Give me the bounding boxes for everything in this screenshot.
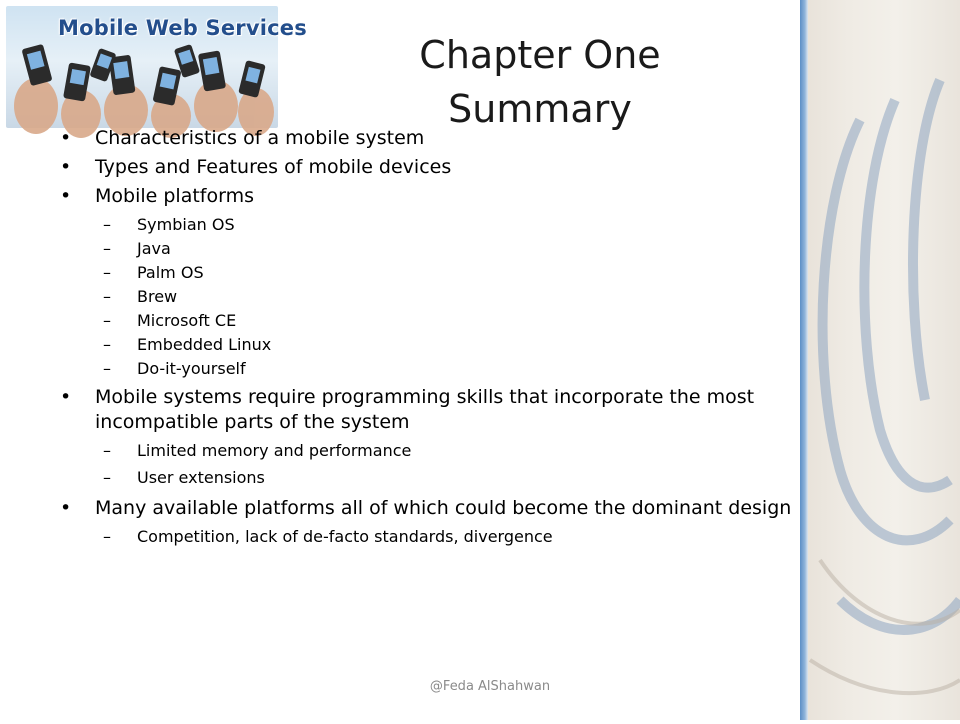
bullet-text: Mobile platforms <box>95 185 254 207</box>
sub-item-text: Do-it-yourself <box>137 359 246 378</box>
sub-item-text: Competition, lack of de-facto standards, divergence <box>137 527 553 546</box>
bullet-dominant-design <box>60 496 800 521</box>
bullet-mobile-platforms <box>60 184 800 209</box>
bullet-glyph: • <box>60 156 72 178</box>
dash-glyph: – <box>103 359 111 378</box>
mobile-web-services-logo <box>6 6 307 128</box>
sub-item-text: User extensions <box>137 468 265 487</box>
sub-item-text: Symbian OS <box>137 215 235 234</box>
dash-glyph: – <box>103 287 111 306</box>
sub-item-design <box>60 525 800 549</box>
sub-item-text: Limited memory and performance <box>137 441 412 460</box>
title-line-2: Summary <box>448 87 632 131</box>
dash-glyph: – <box>103 441 111 460</box>
dash-glyph: – <box>103 311 111 330</box>
bullet-characteristics <box>60 126 800 151</box>
bullet-text: Types and Features of mobile devices <box>95 156 452 178</box>
sub-item-platform <box>60 357 800 381</box>
sub-item-skill <box>60 439 800 463</box>
sub-item-platform <box>60 261 800 285</box>
sub-item-text: Java <box>137 239 171 258</box>
sub-item-platform <box>60 237 800 261</box>
sub-item-platform <box>60 309 800 333</box>
bullet-glyph: • <box>60 185 72 207</box>
sub-item-platform <box>60 285 800 309</box>
slide-title <box>340 28 740 136</box>
dash-glyph: – <box>103 215 111 234</box>
dash-glyph: – <box>103 239 111 258</box>
sub-item-text: Microsoft CE <box>137 311 237 330</box>
dash-glyph: – <box>103 468 111 487</box>
logo-text: Mobile Web Services <box>58 16 307 40</box>
sub-item-platform <box>60 213 800 237</box>
sub-item-text: Palm OS <box>137 263 204 282</box>
bullet-text: Characteristics of a mobile system <box>95 127 425 149</box>
bullet-programming-skills <box>60 385 800 435</box>
blue-divider-bar <box>800 0 808 720</box>
sub-item-platform <box>60 333 800 357</box>
dash-glyph: – <box>103 263 111 282</box>
bullet-glyph: • <box>60 386 72 408</box>
sub-item-skill <box>60 466 800 490</box>
dash-glyph: – <box>103 335 111 354</box>
bullet-text: Mobile systems require programming skills that incorporate the most incompatible parts of the system <box>95 386 755 433</box>
bullet-glyph: • <box>60 127 72 149</box>
right-decorative-strip <box>800 0 960 720</box>
bullet-types-features <box>60 155 800 180</box>
sub-item-text: Embedded Linux <box>137 335 272 354</box>
title-line-1: Chapter One <box>419 33 661 77</box>
slide-body <box>60 126 800 549</box>
watermark-graphic <box>800 0 960 720</box>
sub-item-text: Brew <box>137 287 178 306</box>
footer-author: @Feda AlShahwan <box>429 679 551 694</box>
bullet-glyph: • <box>60 497 72 519</box>
bullet-text: Many available platforms all of which could become the dominant design <box>95 497 792 519</box>
dash-glyph: – <box>103 527 111 546</box>
